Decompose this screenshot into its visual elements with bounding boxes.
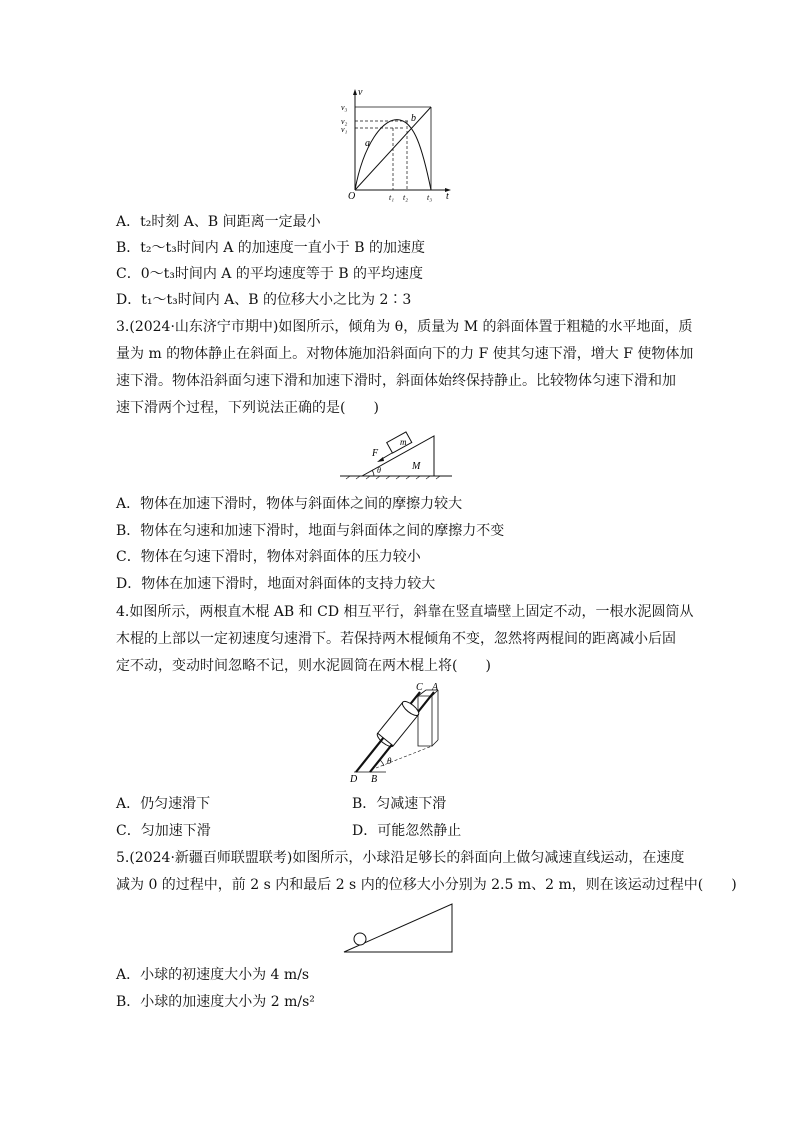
q4-stem-line-1: 4.如图所示，两根直木棍 AB 和 CD 相互平行，斜靠在竖直墙壁上固定不动，一根水泥圆筒从	[116, 604, 694, 620]
theta-arc-sticks	[380, 760, 384, 766]
q4-option-a[interactable]: A．仍匀速滑下	[116, 796, 211, 812]
q3-option-a[interactable]: A．物体在加速下滑时，物体与斜面体之间的摩擦力较大	[116, 496, 463, 512]
origin-label: O	[348, 191, 356, 202]
curve-b-label: b	[411, 113, 416, 124]
q3-option-d[interactable]: D．物体在加速下滑时，地面对斜面体的支持力较大	[116, 576, 436, 592]
sticks-cylinder-figure	[346, 680, 446, 784]
label-theta-sticks: θ	[387, 756, 392, 766]
axis-t-label: t	[446, 191, 449, 202]
label-F: F	[372, 448, 379, 459]
label-B: B	[371, 774, 378, 784]
v2-label: v₂	[341, 117, 348, 126]
ball	[354, 933, 366, 945]
q3-option-b[interactable]: B．物体在匀速和加速下滑时，地面与斜面体之间的摩擦力不变	[116, 523, 505, 539]
label-A: A	[432, 682, 439, 693]
theta-arc	[372, 470, 374, 476]
q2-option-b[interactable]: B．t₂～t₃时间内 A 的加速度一直小于 B 的加速度	[116, 240, 425, 256]
q5-stem-line-1: 5.(2024·新疆百师联盟联考)如图所示，小球沿足够长的斜面向上做匀减速直线运动，在速度	[116, 850, 685, 866]
floor-back	[432, 740, 438, 746]
v-axis-arrow	[353, 89, 357, 95]
label-m: m	[400, 437, 407, 447]
q4-option-b[interactable]: B．匀减速下滑	[352, 796, 447, 812]
q2-option-a[interactable]: A．t₂时刻 A、B 间距离一定最小	[116, 214, 321, 230]
q3-stem-line-3: 速下滑。物体沿斜面匀速下滑和加速下滑时，斜面体始终保持静止。比较物体匀速下滑和加	[116, 373, 676, 389]
curve-a-label: a	[365, 138, 370, 149]
q4-stem-line-3: 定不动，变动时间忽略不记，则水泥圆筒在两木棍上将( )	[116, 658, 491, 674]
q3-stem-line-1: 3.(2024·山东济宁市期中)如图所示，倾角为 θ，质量为 M 的斜面体置于粗糙的水平地面，质	[116, 319, 693, 335]
q5-option-a[interactable]: A．小球的初速度大小为 4 m/s	[116, 967, 310, 983]
q4-option-c[interactable]: C．匀加速下滑	[116, 823, 211, 839]
q4-stem-line-2: 木棍的上部以一定初速度匀速滑下。若保持两木棍倾角不变，忽然将两棍间的距离减小后固	[116, 631, 676, 647]
q5-option-b[interactable]: B．小球的加速度大小为 2 m/s²	[116, 994, 315, 1010]
t1-label: t₁	[389, 193, 395, 202]
label-C: C	[416, 682, 423, 693]
label-M: M	[412, 461, 421, 472]
axis-v-label: v	[358, 87, 363, 98]
q2-option-d[interactable]: D．t₁～t₃时间内 A、B 的位移大小之比为 2∶3	[116, 292, 412, 308]
floor-dashed	[376, 746, 432, 768]
label-theta: θ	[377, 466, 381, 475]
t3-label: t₃	[427, 193, 433, 202]
v3-label: v₃	[341, 103, 348, 112]
v1-label: v₁	[341, 125, 348, 134]
incline-ball-figure	[340, 900, 456, 956]
q3-stem-line-2: 量为 m 的物体静止在斜面上。对物体施加沿斜面向下的力 F 使其匀速下滑，增大 F 使物体加	[116, 346, 694, 362]
q3-option-c[interactable]: C．物体在匀速下滑时，物体对斜面体的压力较小	[116, 549, 421, 565]
q2-option-c[interactable]: C．0～t₃时间内 A 的平均速度等于 B 的平均速度	[116, 266, 424, 282]
q3-stem-line-4: 速下滑两个过程，下列说法正确的是( )	[116, 400, 379, 416]
q4-option-d[interactable]: D．可能忽然静止	[352, 823, 462, 839]
t2-label: t₂	[403, 193, 409, 202]
cement-cylinder	[375, 699, 421, 749]
label-D: D	[350, 774, 358, 784]
vt-graph-figure	[338, 86, 458, 204]
q5-stem-line-2: 减为 0 的过程中，前 2 s 内和最后 2 s 内的位移大小分别为 2.5 m、2 m，则在该运动过程中( )	[116, 877, 737, 893]
incline-block-figure	[340, 428, 452, 480]
